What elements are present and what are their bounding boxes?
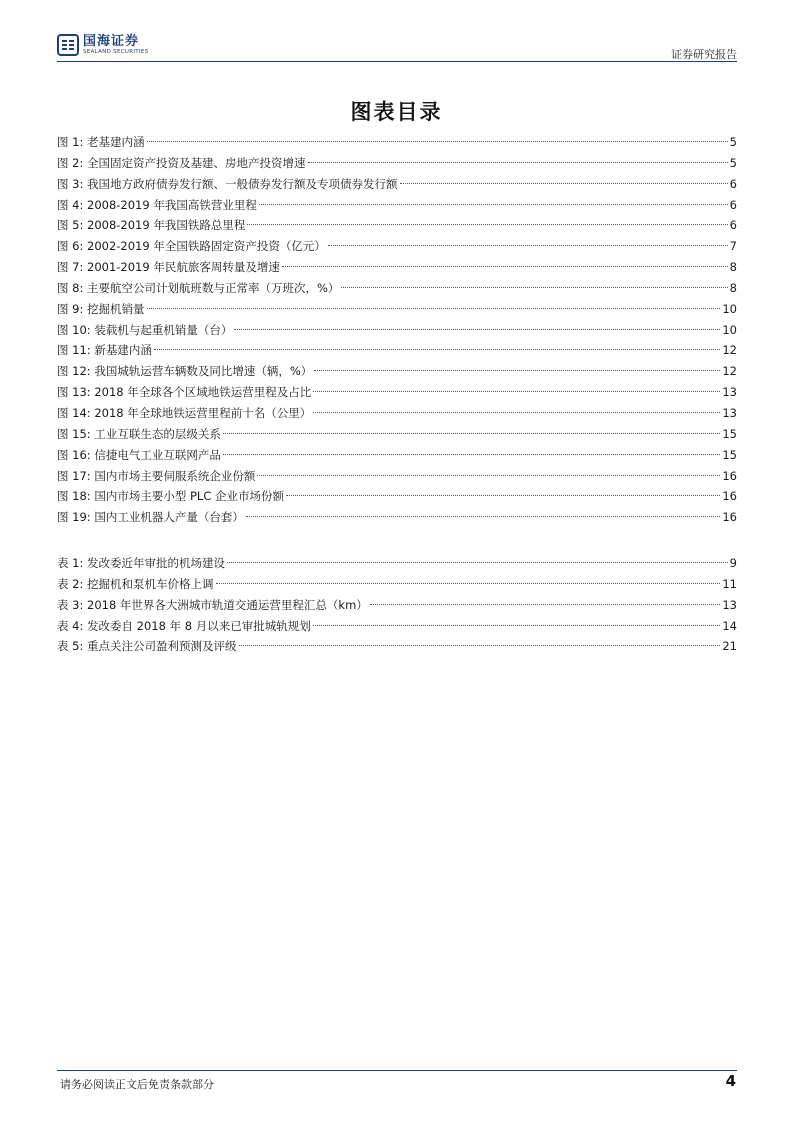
dot-leader bbox=[147, 308, 721, 309]
figure-toc-entry[interactable] bbox=[57, 257, 737, 278]
toc-entry-page[interactable]: 6 bbox=[729, 197, 737, 212]
figure-toc-entry[interactable] bbox=[57, 466, 737, 487]
toc-entry-label[interactable]: 表 1: 发改委近年审批的机场建设 bbox=[57, 556, 226, 571]
toc-entry-page[interactable]: 13 bbox=[722, 385, 737, 400]
dot-leader bbox=[282, 266, 728, 267]
toc-entry-label[interactable]: 图 9: 挖掘机销量 bbox=[57, 301, 145, 316]
dot-leader bbox=[246, 516, 721, 517]
dot-leader bbox=[328, 245, 728, 246]
footer-disclaimer: 请务必阅读正文后免责条款部分 bbox=[60, 1078, 214, 1091]
figure-toc-entry[interactable] bbox=[57, 215, 737, 236]
toc-entry-page[interactable]: 10 bbox=[722, 322, 737, 337]
toc-entry-label[interactable]: 图 17: 国内市场主要伺服系统企业份额 bbox=[57, 468, 256, 483]
figure-toc-entry[interactable] bbox=[57, 236, 737, 257]
toc-entry-page[interactable]: 5 bbox=[729, 155, 737, 170]
section-gap bbox=[57, 528, 737, 553]
dot-leader bbox=[154, 349, 721, 350]
toc-entry-page[interactable]: 12 bbox=[722, 343, 737, 358]
toc-entry-page[interactable]: 8 bbox=[729, 260, 737, 275]
dot-leader bbox=[147, 141, 728, 142]
table-toc-entry[interactable] bbox=[57, 595, 737, 616]
toc-entry-label[interactable]: 图 5: 2008-2019 年我国铁路总里程 bbox=[57, 218, 246, 233]
toc-entry-label[interactable]: 表 2: 挖掘机和泵机车价格上调 bbox=[57, 576, 214, 591]
sealand-logo-icon bbox=[57, 34, 79, 56]
toc-entry-label[interactable]: 图 16: 信捷电气工业互联网产品 bbox=[57, 447, 221, 462]
logo-chinese-name: 国海证券 bbox=[83, 33, 140, 49]
figure-toc-entry[interactable] bbox=[57, 424, 737, 445]
dot-leader bbox=[286, 495, 720, 496]
dot-leader bbox=[370, 604, 721, 605]
figure-toc-entry[interactable] bbox=[57, 195, 737, 216]
toc-entry-label[interactable]: 表 4: 发改委自 2018 年 8 月以来已审批城轨规划 bbox=[57, 618, 311, 633]
report-type-label: 证券研究报告 bbox=[671, 48, 737, 61]
figure-toc-entry[interactable] bbox=[57, 340, 737, 361]
header-divider bbox=[57, 61, 737, 62]
toc-entry-label[interactable]: 图 8: 主要航空公司计划航班数与正常率（万班次，%） bbox=[57, 280, 340, 295]
toc-entry-page[interactable]: 15 bbox=[722, 447, 737, 462]
toc-entry-page[interactable]: 21 bbox=[722, 639, 737, 654]
figure-toc-entry[interactable] bbox=[57, 132, 737, 153]
page-header bbox=[57, 34, 737, 64]
footer-divider bbox=[57, 1070, 737, 1071]
table-toc-entry[interactable] bbox=[57, 553, 737, 574]
toc-entry-page[interactable]: 13 bbox=[722, 597, 737, 612]
dot-leader bbox=[313, 391, 720, 392]
dot-leader bbox=[223, 433, 721, 434]
table-toc-entry[interactable] bbox=[57, 636, 737, 657]
toc-entry-label[interactable]: 图 19: 国内工业机器人产量（台套） bbox=[57, 510, 244, 525]
figure-toc-entry[interactable] bbox=[57, 403, 737, 424]
figure-toc-entry[interactable] bbox=[57, 153, 737, 174]
toc-entry-page[interactable]: 5 bbox=[729, 135, 737, 149]
toc-entry-page[interactable]: 13 bbox=[722, 405, 737, 420]
dot-leader bbox=[223, 454, 721, 455]
figure-list bbox=[57, 132, 737, 528]
dot-leader bbox=[314, 370, 720, 371]
toc-entry-label[interactable]: 图 7: 2001-2019 年民航旅客周转量及增速 bbox=[57, 260, 280, 275]
toc-entry-label[interactable]: 图 18: 国内市场主要小型 PLC 企业市场份额 bbox=[57, 489, 284, 504]
toc-entry-label[interactable]: 表 5: 重点关注公司盈利预测及评级 bbox=[57, 639, 237, 654]
dot-leader bbox=[341, 287, 727, 288]
page-title: 图表目录 bbox=[350, 100, 443, 124]
toc-entry-label[interactable]: 图 4: 2008-2019 年我国高铁营业里程 bbox=[57, 197, 257, 212]
table-toc-entry[interactable] bbox=[57, 616, 737, 637]
logo-english-name: SEALAND SECURITIES bbox=[83, 48, 149, 55]
dot-leader bbox=[227, 562, 728, 563]
figure-toc-entry[interactable] bbox=[57, 382, 737, 403]
dot-leader bbox=[259, 204, 728, 205]
dot-leader bbox=[313, 625, 721, 626]
table-of-figures bbox=[57, 132, 737, 657]
toc-entry-page[interactable]: 16 bbox=[722, 489, 737, 504]
company-logo bbox=[57, 34, 148, 56]
dot-leader bbox=[239, 645, 721, 646]
toc-entry-label[interactable]: 图 10: 装载机与起重机销量（台） bbox=[57, 322, 233, 337]
toc-entry-label[interactable]: 图 2: 全国固定资产投资及基建、房地产投资增速 bbox=[57, 155, 306, 170]
dot-leader bbox=[247, 224, 727, 225]
toc-entry-label[interactable]: 图 12: 我国城轨运营车辆数及同比增速（辆，%） bbox=[57, 364, 313, 379]
toc-entry-page[interactable]: 7 bbox=[729, 239, 737, 254]
dot-leader bbox=[234, 329, 720, 330]
dot-leader bbox=[400, 183, 728, 184]
toc-entry-label[interactable]: 图 11: 新基建内涵 bbox=[57, 343, 152, 358]
toc-entry-page[interactable]: 14 bbox=[722, 618, 737, 633]
toc-entry-page[interactable]: 6 bbox=[729, 218, 737, 233]
dot-leader bbox=[257, 475, 720, 476]
toc-entry-page[interactable]: 6 bbox=[729, 176, 737, 191]
toc-entry-label[interactable]: 表 3: 2018 年世界各大洲城市轨道交通运营里程汇总（km） bbox=[57, 597, 368, 612]
figure-toc-entry[interactable] bbox=[57, 445, 737, 466]
toc-entry-page[interactable]: 9 bbox=[729, 556, 737, 571]
figure-toc-entry[interactable] bbox=[57, 507, 737, 528]
toc-entry-page[interactable]: 10 bbox=[722, 301, 737, 316]
toc-entry-label[interactable]: 图 15: 工业互联生态的层级关系 bbox=[57, 426, 221, 441]
toc-entry-page[interactable]: 11 bbox=[722, 576, 737, 591]
toc-entry-page[interactable]: 15 bbox=[722, 426, 737, 441]
toc-entry-page[interactable]: 16 bbox=[722, 510, 737, 525]
page-number: 4 bbox=[725, 1072, 736, 1090]
table-list bbox=[57, 553, 737, 657]
toc-entry-label[interactable]: 图 6: 2002-2019 年全国铁路固定资产投资（亿元） bbox=[57, 239, 326, 254]
toc-entry-label[interactable]: 图 1: 老基建内涵 bbox=[57, 135, 145, 149]
toc-entry-page[interactable]: 12 bbox=[722, 364, 737, 379]
figure-toc-entry[interactable] bbox=[57, 361, 737, 382]
dot-leader bbox=[216, 583, 721, 584]
toc-entry-label[interactable]: 图 13: 2018 年全球各个区域地铁运营里程及占比 bbox=[57, 385, 312, 400]
figure-toc-entry[interactable] bbox=[57, 278, 737, 299]
table-toc-entry[interactable] bbox=[57, 574, 737, 595]
toc-entry-label[interactable]: 图 3: 我国地方政府债券发行额、一般债券发行额及专项债券发行额 bbox=[57, 176, 398, 191]
dot-leader bbox=[308, 162, 728, 163]
figure-toc-entry[interactable] bbox=[57, 320, 737, 341]
figure-toc-entry[interactable] bbox=[57, 299, 737, 320]
toc-entry-page[interactable]: 16 bbox=[722, 468, 737, 483]
dot-leader bbox=[313, 412, 720, 413]
figure-toc-entry[interactable] bbox=[57, 174, 737, 195]
toc-entry-label[interactable]: 图 14: 2018 年全球地铁运营里程前十名（公里） bbox=[57, 405, 312, 420]
figure-toc-entry[interactable] bbox=[57, 486, 737, 507]
toc-entry-page[interactable]: 8 bbox=[729, 280, 737, 295]
